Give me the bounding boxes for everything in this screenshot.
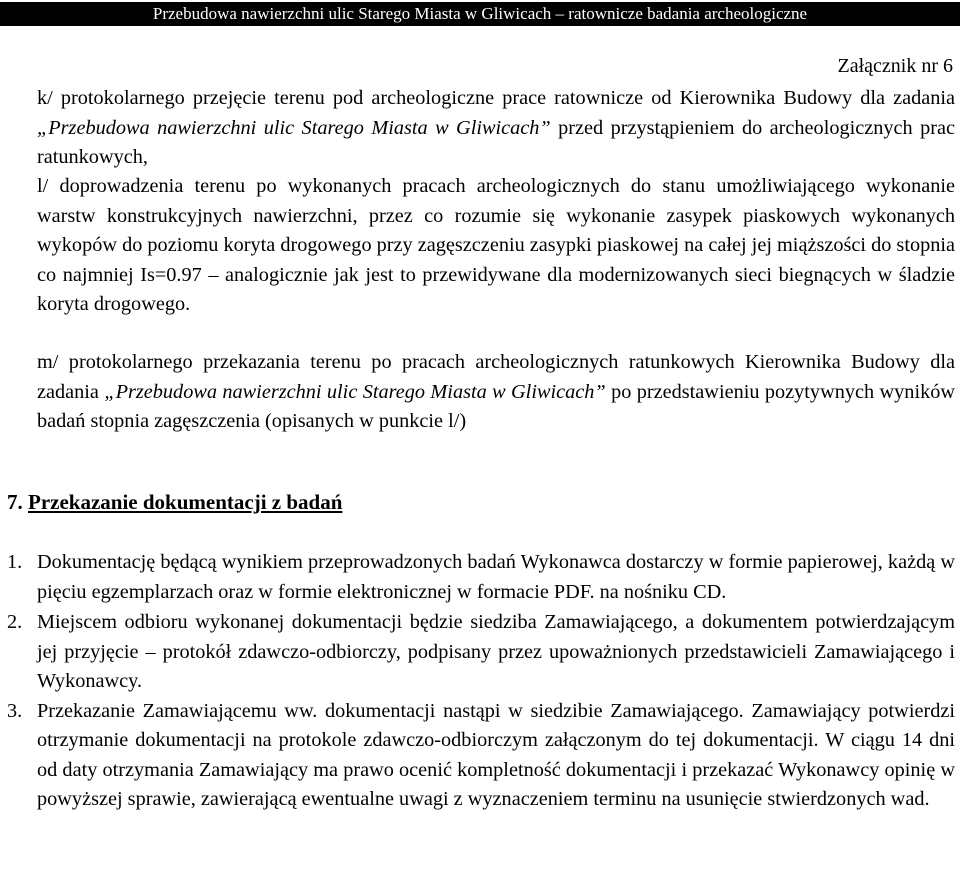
- numbered-list: [7, 548, 955, 815]
- section-7-heading: [7, 490, 342, 515]
- item-k-marker: k/: [37, 87, 53, 109]
- item-l: [37, 172, 955, 320]
- item-k-text-b: przed przystąpieniem do archeologicznych prac ratunkowych,: [37, 116, 956, 168]
- running-header: Przebudowa nawierzchni ulic Starego Miasta w Gliwicach – ratownicze badania archeologiczne: [0, 2, 960, 26]
- list-item-1-number: 1.: [7, 551, 23, 573]
- list-item-2: [7, 608, 955, 697]
- item-m-task-name: „Przebudowa nawierzchni ulic Starego Miasta w Gliwicach”: [104, 380, 606, 403]
- item-m-marker: m/: [37, 351, 59, 373]
- annex-label: Załącznik nr 6: [837, 55, 953, 77]
- list-item-1: [7, 548, 955, 607]
- item-k-task-name: „Przebudowa nawierzchni ulic Starego Miasta w Gliwicach”: [37, 116, 551, 139]
- item-k: [37, 84, 955, 173]
- section-7-title: Przekazanie dokumentacji z badań: [28, 490, 343, 514]
- section-7-number: 7.: [7, 490, 23, 514]
- list-item-1-text: Dokumentację będącą wynikiem przeprowadzonych badań Wykonawca dostarczy w formie papierowej, każdą w pięciu egzemplarzach oraz w formie elektronicznej w formacie PDF. na nośniku CD.: [37, 551, 955, 603]
- list-item-3: [7, 697, 955, 815]
- item-m: [37, 348, 955, 437]
- item-l-marker: l/: [37, 175, 49, 197]
- item-l-text: doprowadzenia terenu po wykonanych pracach archeologicznych do stanu umożliwiającego wykonanie warstw konstrukcyjnych nawierzchni, przez co rozumie się wykonanie zasypek piaskowych wykonanych wykopów do poziomu koryta drogowego przy zagęszczeniu zasypki piaskowej na całej jej miąższości do stopnia co najmniej Is=0.97 – analogicznie jak jest to przewidywane dla modernizowanych sieci biegnących w śladzie koryta drogowego.: [37, 175, 956, 315]
- list-item-3-number: 3.: [7, 699, 23, 722]
- list-item-2-text: Miejscem odbioru wykonanej dokumentacji będzie siedziba Zamawiającego, a dokumentem potwierdzającym jej przyjęcie – protokół zdawczo-odbiorczy, podpisany przez upoważnionych przedstawicieli Zamawiającego i Wykonawcy.: [37, 611, 955, 692]
- item-m-text: protokolarnego przekazania terenu po pracach archeologicznych ratunkowych Kierownika Budowy dla zadania „Przebudowa nawierzchni ulic Starego Miasta w Gliwicach” po przedstawieniu pozytywnych wyników badań stopnia zagęszczenia (opisanych w punkcie l/): [37, 351, 956, 432]
- item-k-text-a: protokolarnego przejęcie terenu pod archeologiczne prace ratownicze od Kierownika Budowy dla zadania: [60, 87, 955, 109]
- item-k-text: [37, 87, 955, 168]
- list-item-2-number: 2.: [7, 611, 23, 633]
- list-item-3-text: Przekazanie Zamawiającemu ww. dokumentacji nastąpi w siedzibie Zamawiającego. Zamawiający potwierdzi otrzymanie dokumentacji na protokole zdawczo-odbiorczym załączonym do tej dokumentacji. W ciągu 14 dni od daty otrzymania Zamawiający ma prawo ocenić kompletność dokumentacji i przekazać Wykonawcy opinię w powyższej sprawie, zawierającą ewentualne uwagi z wyznaczeniem terminu na usunięcie stwierdzonych wad.: [37, 699, 955, 810]
